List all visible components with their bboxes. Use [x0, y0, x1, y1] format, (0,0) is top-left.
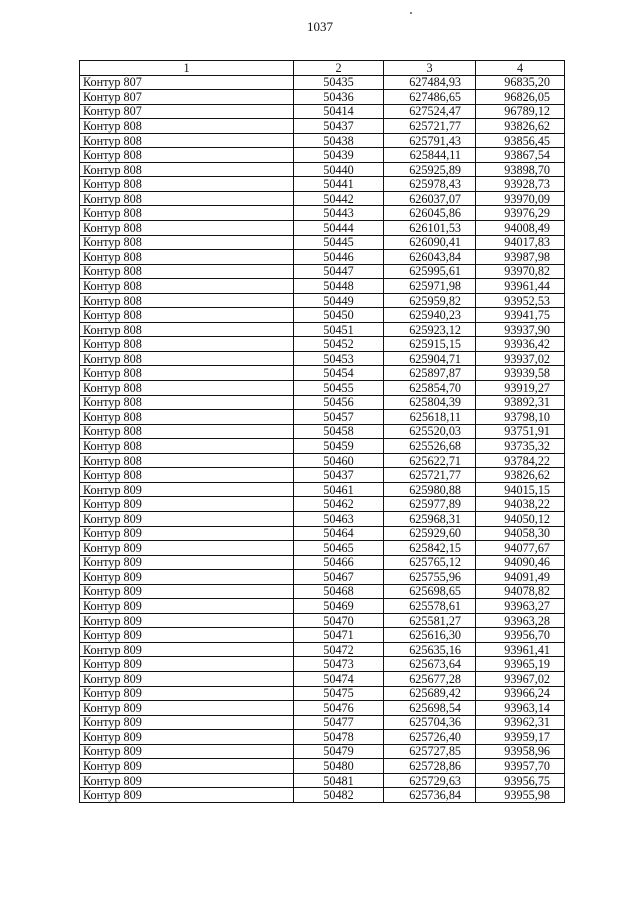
x-coordinate-cell: 625726,40 — [384, 730, 476, 745]
point-number-cell: 50478 — [294, 730, 384, 745]
y-coordinate-cell: 93963,14 — [476, 701, 565, 716]
y-coordinate-cell: 94077,67 — [476, 541, 565, 556]
point-number-cell: 50453 — [294, 351, 384, 366]
table-row — [80, 250, 565, 265]
table-row — [80, 555, 565, 570]
point-number-cell: 50479 — [294, 744, 384, 759]
contour-name-cell: Контур 808 — [80, 177, 294, 192]
point-number-cell: 50455 — [294, 381, 384, 396]
x-coordinate-cell: 625940,23 — [384, 308, 476, 323]
table-row — [80, 584, 565, 599]
table-row — [80, 730, 565, 745]
y-coordinate-cell: 93970,82 — [476, 264, 565, 279]
contour-name-cell: Контур 808 — [80, 381, 294, 396]
contour-name-cell: Контур 808 — [80, 279, 294, 294]
contour-name-cell: Контур 809 — [80, 759, 294, 774]
table-row — [80, 162, 565, 177]
table-row — [80, 337, 565, 352]
table-header-row — [80, 61, 565, 76]
contour-name-cell: Контур 808 — [80, 322, 294, 337]
contour-name-cell: Контур 808 — [80, 221, 294, 236]
x-coordinate-cell: 625721,77 — [384, 119, 476, 134]
table-row — [80, 541, 565, 556]
x-coordinate-cell: 626043,84 — [384, 250, 476, 265]
y-coordinate-cell: 93898,70 — [476, 162, 565, 177]
x-coordinate-cell: 625622,71 — [384, 453, 476, 468]
table-row — [80, 482, 565, 497]
x-coordinate-cell: 625980,88 — [384, 482, 476, 497]
y-coordinate-cell: 93965,19 — [476, 657, 565, 672]
point-number-cell: 50463 — [294, 511, 384, 526]
y-coordinate-cell: 93919,27 — [476, 381, 565, 396]
x-coordinate-cell: 625915,15 — [384, 337, 476, 352]
y-coordinate-cell: 93826,62 — [476, 468, 565, 483]
table-row — [80, 322, 565, 337]
y-coordinate-cell: 93958,96 — [476, 744, 565, 759]
contour-name-cell: Контур 808 — [80, 410, 294, 425]
contour-name-cell: Контур 809 — [80, 642, 294, 657]
y-coordinate-cell: 93956,75 — [476, 773, 565, 788]
x-coordinate-cell: 625618,11 — [384, 410, 476, 425]
y-coordinate-cell: 93937,02 — [476, 351, 565, 366]
point-number-cell: 50456 — [294, 395, 384, 410]
x-coordinate-cell: 625736,84 — [384, 788, 476, 803]
table-row — [80, 759, 565, 774]
point-number-cell: 50462 — [294, 497, 384, 512]
y-coordinate-cell: 94078,82 — [476, 584, 565, 599]
table-row — [80, 424, 565, 439]
point-number-cell: 50449 — [294, 293, 384, 308]
point-number-cell: 50470 — [294, 613, 384, 628]
point-number-cell: 50451 — [294, 322, 384, 337]
contour-name-cell: Контур 808 — [80, 264, 294, 279]
point-number-cell: 50458 — [294, 424, 384, 439]
table-row — [80, 264, 565, 279]
table-row — [80, 599, 565, 614]
table-row — [80, 206, 565, 221]
table-row — [80, 671, 565, 686]
table-row — [80, 308, 565, 323]
point-number-cell: 50474 — [294, 671, 384, 686]
table-row — [80, 221, 565, 236]
x-coordinate-cell: 625673,64 — [384, 657, 476, 672]
coordinates-table — [79, 60, 565, 803]
contour-name-cell: Контур 808 — [80, 351, 294, 366]
contour-name-cell: Контур 808 — [80, 235, 294, 250]
contour-name-cell: Контур 808 — [80, 250, 294, 265]
point-number-cell: 50438 — [294, 133, 384, 148]
table-row — [80, 75, 565, 90]
table-row — [80, 773, 565, 788]
point-number-cell: 50481 — [294, 773, 384, 788]
y-coordinate-cell: 93939,58 — [476, 366, 565, 381]
column-header-3: 3 — [384, 61, 476, 76]
contour-name-cell: Контур 808 — [80, 133, 294, 148]
y-coordinate-cell: 93955,98 — [476, 788, 565, 803]
x-coordinate-cell: 625977,89 — [384, 497, 476, 512]
y-coordinate-cell: 94090,46 — [476, 555, 565, 570]
y-coordinate-cell: 96826,05 — [476, 90, 565, 105]
contour-name-cell: Контур 808 — [80, 337, 294, 352]
point-number-cell: 50469 — [294, 599, 384, 614]
contour-name-cell: Контур 809 — [80, 671, 294, 686]
point-number-cell: 50482 — [294, 788, 384, 803]
x-coordinate-cell: 627484,93 — [384, 75, 476, 90]
y-coordinate-cell: 93798,10 — [476, 410, 565, 425]
x-coordinate-cell: 625842,15 — [384, 541, 476, 556]
table-row — [80, 293, 565, 308]
point-number-cell: 50466 — [294, 555, 384, 570]
y-coordinate-cell: 93751,91 — [476, 424, 565, 439]
y-coordinate-cell: 93976,29 — [476, 206, 565, 221]
table-row — [80, 511, 565, 526]
contour-name-cell: Контур 808 — [80, 162, 294, 177]
table-row — [80, 104, 565, 119]
contour-name-cell: Контур 808 — [80, 366, 294, 381]
contour-name-cell: Контур 808 — [80, 424, 294, 439]
point-number-cell: 50445 — [294, 235, 384, 250]
x-coordinate-cell: 625929,60 — [384, 526, 476, 541]
x-coordinate-cell: 625854,70 — [384, 381, 476, 396]
table-row — [80, 468, 565, 483]
y-coordinate-cell: 94058,30 — [476, 526, 565, 541]
contour-name-cell: Контур 809 — [80, 701, 294, 716]
contour-name-cell: Контур 809 — [80, 730, 294, 745]
point-number-cell: 50468 — [294, 584, 384, 599]
table-row — [80, 613, 565, 628]
x-coordinate-cell: 625765,12 — [384, 555, 476, 570]
x-coordinate-cell: 625995,61 — [384, 264, 476, 279]
x-coordinate-cell: 625689,42 — [384, 686, 476, 701]
contour-name-cell: Контур 808 — [80, 453, 294, 468]
x-coordinate-cell: 626090,41 — [384, 235, 476, 250]
contour-name-cell: Контур 808 — [80, 119, 294, 134]
column-header-2: 2 — [294, 61, 384, 76]
x-coordinate-cell: 625721,77 — [384, 468, 476, 483]
x-coordinate-cell: 625968,31 — [384, 511, 476, 526]
contour-name-cell: Контур 809 — [80, 511, 294, 526]
x-coordinate-cell: 625925,89 — [384, 162, 476, 177]
x-coordinate-cell: 625971,98 — [384, 279, 476, 294]
contour-name-cell: Контур 808 — [80, 439, 294, 454]
point-number-cell: 50450 — [294, 308, 384, 323]
point-number-cell: 50452 — [294, 337, 384, 352]
point-number-cell: 50414 — [294, 104, 384, 119]
y-coordinate-cell: 93966,24 — [476, 686, 565, 701]
y-coordinate-cell: 93952,53 — [476, 293, 565, 308]
point-number-cell: 50477 — [294, 715, 384, 730]
contour-name-cell: Контур 808 — [80, 148, 294, 163]
contour-name-cell: Контур 809 — [80, 541, 294, 556]
point-number-cell: 50460 — [294, 453, 384, 468]
table-row — [80, 410, 565, 425]
y-coordinate-cell: 94015,15 — [476, 482, 565, 497]
point-number-cell: 50436 — [294, 90, 384, 105]
y-coordinate-cell: 94091,49 — [476, 570, 565, 585]
x-coordinate-cell: 625635,16 — [384, 642, 476, 657]
y-coordinate-cell: 93937,90 — [476, 322, 565, 337]
table-row — [80, 686, 565, 701]
point-number-cell: 50472 — [294, 642, 384, 657]
contour-name-cell: Контур 809 — [80, 570, 294, 585]
x-coordinate-cell: 625677,28 — [384, 671, 476, 686]
contour-name-cell: Контур 808 — [80, 395, 294, 410]
y-coordinate-cell: 94008,49 — [476, 221, 565, 236]
y-coordinate-cell: 93735,32 — [476, 439, 565, 454]
contour-name-cell: Контур 808 — [80, 468, 294, 483]
y-coordinate-cell: 93928,73 — [476, 177, 565, 192]
x-coordinate-cell: 625959,82 — [384, 293, 476, 308]
point-number-cell: 50435 — [294, 75, 384, 90]
y-coordinate-cell: 93959,17 — [476, 730, 565, 745]
contour-name-cell: Контур 807 — [80, 75, 294, 90]
table-row — [80, 366, 565, 381]
column-header-4: 4 — [476, 61, 565, 76]
y-coordinate-cell: 93961,44 — [476, 279, 565, 294]
x-coordinate-cell: 625755,96 — [384, 570, 476, 585]
table-row — [80, 526, 565, 541]
table-row — [80, 701, 565, 716]
table-row — [80, 90, 565, 105]
point-number-cell: 50437 — [294, 468, 384, 483]
table-row — [80, 570, 565, 585]
y-coordinate-cell: 93967,02 — [476, 671, 565, 686]
table-row — [80, 351, 565, 366]
point-number-cell: 50454 — [294, 366, 384, 381]
point-number-cell: 50446 — [294, 250, 384, 265]
point-number-cell: 50475 — [294, 686, 384, 701]
contour-name-cell: Контур 809 — [80, 584, 294, 599]
y-coordinate-cell: 93963,28 — [476, 613, 565, 628]
x-coordinate-cell: 625844,11 — [384, 148, 476, 163]
y-coordinate-cell: 93867,54 — [476, 148, 565, 163]
point-number-cell: 50457 — [294, 410, 384, 425]
contour-name-cell: Контур 809 — [80, 773, 294, 788]
x-coordinate-cell: 625978,43 — [384, 177, 476, 192]
table-row — [80, 453, 565, 468]
x-coordinate-cell: 625904,71 — [384, 351, 476, 366]
table-row — [80, 642, 565, 657]
x-coordinate-cell: 625698,65 — [384, 584, 476, 599]
contour-name-cell: Контур 808 — [80, 191, 294, 206]
y-coordinate-cell: 93963,27 — [476, 599, 565, 614]
x-coordinate-cell: 625698,54 — [384, 701, 476, 716]
x-coordinate-cell: 625804,39 — [384, 395, 476, 410]
column-header-1: 1 — [80, 61, 294, 76]
point-number-cell: 50465 — [294, 541, 384, 556]
table-row — [80, 191, 565, 206]
y-coordinate-cell: 93957,70 — [476, 759, 565, 774]
contour-name-cell: Контур 809 — [80, 526, 294, 541]
x-coordinate-cell: 625578,61 — [384, 599, 476, 614]
y-coordinate-cell: 96835,20 — [476, 75, 565, 90]
scan-speck — [410, 12, 412, 14]
point-number-cell: 50476 — [294, 701, 384, 716]
y-coordinate-cell: 94038,22 — [476, 497, 565, 512]
point-number-cell: 50464 — [294, 526, 384, 541]
y-coordinate-cell: 94017,83 — [476, 235, 565, 250]
contour-name-cell: Контур 808 — [80, 206, 294, 221]
table-row — [80, 657, 565, 672]
contour-name-cell: Контур 809 — [80, 613, 294, 628]
contour-name-cell: Контур 809 — [80, 555, 294, 570]
contour-name-cell: Контур 807 — [80, 104, 294, 119]
point-number-cell: 50442 — [294, 191, 384, 206]
point-number-cell: 50459 — [294, 439, 384, 454]
x-coordinate-cell: 625729,63 — [384, 773, 476, 788]
y-coordinate-cell: 93962,31 — [476, 715, 565, 730]
point-number-cell: 50441 — [294, 177, 384, 192]
x-coordinate-cell: 626101,53 — [384, 221, 476, 236]
x-coordinate-cell: 625728,86 — [384, 759, 476, 774]
y-coordinate-cell: 93961,41 — [476, 642, 565, 657]
y-coordinate-cell: 93987,98 — [476, 250, 565, 265]
point-number-cell: 50471 — [294, 628, 384, 643]
y-coordinate-cell: 93956,70 — [476, 628, 565, 643]
contour-name-cell: Контур 809 — [80, 482, 294, 497]
page-number: 1037 — [307, 19, 333, 34]
point-number-cell: 50437 — [294, 119, 384, 134]
x-coordinate-cell: 625581,27 — [384, 613, 476, 628]
contour-name-cell: Контур 809 — [80, 744, 294, 759]
point-number-cell: 50448 — [294, 279, 384, 294]
x-coordinate-cell: 625791,43 — [384, 133, 476, 148]
table-row — [80, 439, 565, 454]
y-coordinate-cell: 93892,31 — [476, 395, 565, 410]
table-row — [80, 148, 565, 163]
table-row — [80, 497, 565, 512]
x-coordinate-cell: 626037,07 — [384, 191, 476, 206]
point-number-cell: 50443 — [294, 206, 384, 221]
point-number-cell: 50439 — [294, 148, 384, 163]
x-coordinate-cell: 627524,47 — [384, 104, 476, 119]
y-coordinate-cell: 93936,42 — [476, 337, 565, 352]
table-row — [80, 715, 565, 730]
table-row — [80, 177, 565, 192]
x-coordinate-cell: 626045,86 — [384, 206, 476, 221]
point-number-cell: 50467 — [294, 570, 384, 585]
y-coordinate-cell: 93784,22 — [476, 453, 565, 468]
point-number-cell: 50461 — [294, 482, 384, 497]
contour-name-cell: Контур 809 — [80, 628, 294, 643]
y-coordinate-cell: 93856,45 — [476, 133, 565, 148]
x-coordinate-cell: 627486,65 — [384, 90, 476, 105]
point-number-cell: 50447 — [294, 264, 384, 279]
contour-name-cell: Контур 809 — [80, 599, 294, 614]
contour-name-cell: Контур 808 — [80, 293, 294, 308]
table-row — [80, 395, 565, 410]
y-coordinate-cell: 94050,12 — [476, 511, 565, 526]
table-row — [80, 119, 565, 134]
table-row — [80, 235, 565, 250]
x-coordinate-cell: 625616,30 — [384, 628, 476, 643]
table-row — [80, 279, 565, 294]
contour-name-cell: Контур 807 — [80, 90, 294, 105]
y-coordinate-cell: 96789,12 — [476, 104, 565, 119]
y-coordinate-cell: 93941,75 — [476, 308, 565, 323]
x-coordinate-cell: 625897,87 — [384, 366, 476, 381]
contour-name-cell: Контур 809 — [80, 788, 294, 803]
x-coordinate-cell: 625923,12 — [384, 322, 476, 337]
contour-name-cell: Контур 809 — [80, 497, 294, 512]
x-coordinate-cell: 625727,85 — [384, 744, 476, 759]
point-number-cell: 50440 — [294, 162, 384, 177]
table-row — [80, 744, 565, 759]
table-row — [80, 133, 565, 148]
contour-name-cell: Контур 809 — [80, 715, 294, 730]
contour-name-cell: Контур 809 — [80, 686, 294, 701]
point-number-cell: 50480 — [294, 759, 384, 774]
x-coordinate-cell: 625520,03 — [384, 424, 476, 439]
table-row — [80, 381, 565, 396]
x-coordinate-cell: 625704,36 — [384, 715, 476, 730]
x-coordinate-cell: 625526,68 — [384, 439, 476, 454]
contour-name-cell: Контур 808 — [80, 308, 294, 323]
contour-name-cell: Контур 809 — [80, 657, 294, 672]
table-row — [80, 788, 565, 803]
y-coordinate-cell: 93970,09 — [476, 191, 565, 206]
y-coordinate-cell: 93826,62 — [476, 119, 565, 134]
point-number-cell: 50473 — [294, 657, 384, 672]
point-number-cell: 50444 — [294, 221, 384, 236]
table-row — [80, 628, 565, 643]
table-body — [80, 75, 565, 802]
